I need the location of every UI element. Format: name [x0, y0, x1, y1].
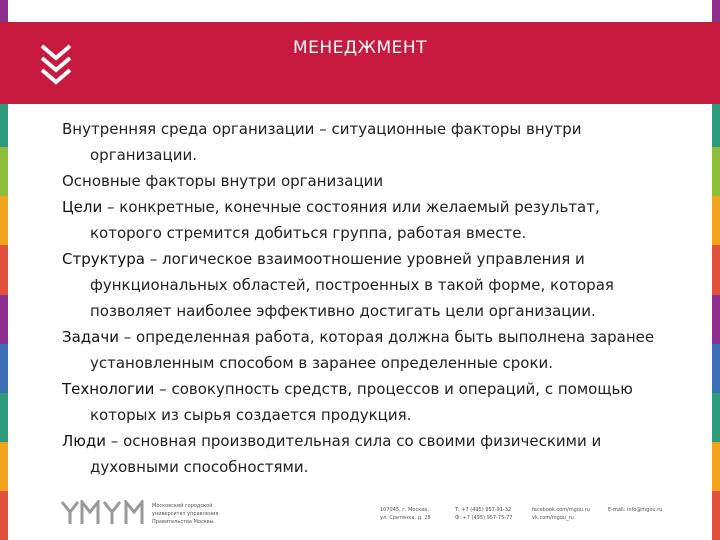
color-stripe — [712, 344, 720, 393]
footer-university — [152, 502, 218, 526]
footer-phone-line: Т: +7 (495) 957-91-32 — [455, 507, 512, 513]
footer-address — [380, 506, 431, 522]
slide-title: МЕНЕДЖМЕНТ — [292, 38, 428, 58]
paragraph — [62, 324, 662, 376]
color-stripe — [0, 344, 8, 393]
color-stripe — [712, 98, 720, 147]
paragraph — [62, 428, 662, 480]
footer-university-line: университет управления — [152, 511, 219, 517]
footer-phones — [455, 506, 512, 522]
slide-footer — [0, 492, 720, 532]
paragraph — [62, 116, 662, 168]
footer-phone-line: Ф: +7 (495) 957-75-77 — [455, 515, 513, 521]
paragraph-text: – совокупность средств, процессов и операций, с помощью которых из сырья создается продукция. — [90, 380, 633, 424]
color-stripe — [0, 196, 8, 245]
color-stripe — [712, 393, 720, 442]
paragraph-term: Технологии — [62, 380, 155, 398]
paragraph-text: – основная производительная сила со своими физическими и духовными способностями. — [90, 432, 602, 476]
mgpu-logo-icon — [60, 500, 146, 526]
paragraph-term: Структура — [62, 250, 145, 268]
footer-email[interactable]: E-mail: info@mgou.ru — [608, 507, 663, 513]
footer-vk-link[interactable]: vk.com/mgou_ru — [532, 515, 574, 521]
slide-body — [62, 116, 662, 480]
footer-address-line: ул. Сретенка, д. 28 — [380, 515, 431, 521]
paragraph-text: – конкретные, конечные состояния или желаемый результат, которого стремится добиться группа, работая вместе. — [90, 198, 600, 242]
color-stripe — [0, 393, 8, 442]
paragraph-text: Внутренняя среда организации – ситуационные факторы внутри организации. — [62, 120, 582, 164]
paragraph — [62, 376, 662, 428]
paragraph — [62, 168, 662, 194]
color-stripe — [0, 442, 8, 491]
paragraph-term: Люди — [62, 432, 107, 450]
color-stripe — [0, 98, 8, 147]
color-stripe — [0, 295, 8, 344]
paragraph-text: – определенная работа, которая должна быть выполнена заранее установленным способом в заранее определенные сроки. — [90, 328, 655, 372]
paragraph-text: Основные факторы внутри организации — [62, 172, 384, 190]
paragraph-text: – логическое взаимоотношение уровней управления и функциональных областей, построенных в такой форме, которая позволяет наиболее эффективно достигать цели организации. — [90, 250, 614, 320]
color-stripe — [0, 245, 8, 294]
footer-web — [532, 506, 590, 522]
footer-university-line: Правительства Москвы — [152, 519, 214, 525]
color-stripe — [712, 295, 720, 344]
color-stripe — [712, 442, 720, 491]
paragraph-term: Цели — [62, 198, 103, 216]
footer-address-line: 107045, г. Москва, — [380, 507, 429, 513]
color-stripe — [712, 196, 720, 245]
paragraph-term: Задачи — [62, 328, 119, 346]
color-stripe — [0, 147, 8, 196]
color-stripe — [712, 147, 720, 196]
slide-header — [0, 22, 720, 104]
footer-facebook-link[interactable]: facebook.com/mgou.ru — [532, 507, 590, 513]
color-stripe — [712, 245, 720, 294]
footer-university-line: Московский городской — [152, 503, 213, 509]
paragraph — [62, 246, 662, 324]
paragraph — [62, 194, 662, 246]
